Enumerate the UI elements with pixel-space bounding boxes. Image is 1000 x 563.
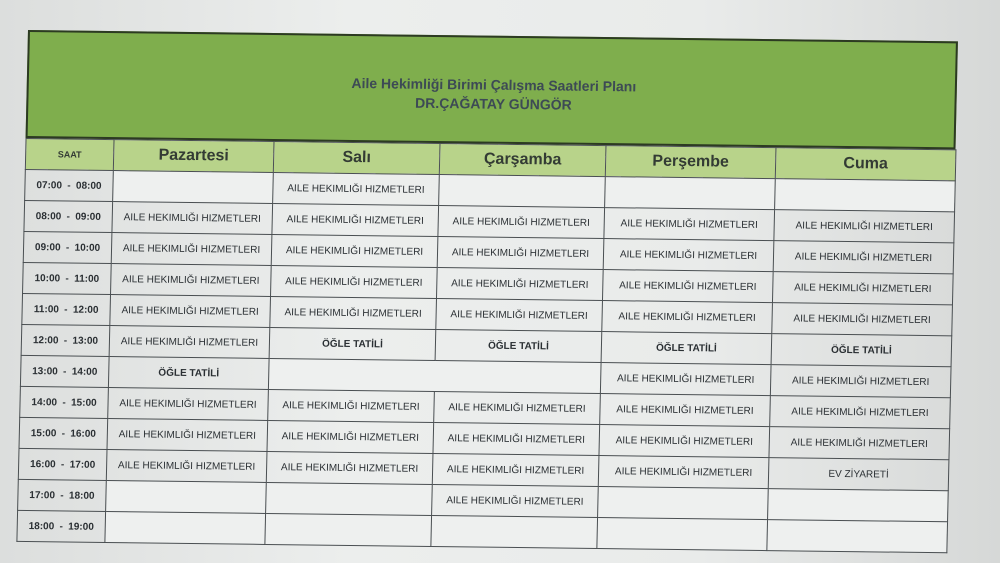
schedule-cell: AILE HEKIMLIĞI HIZMETLERI bbox=[438, 206, 605, 239]
schedule-cell: AILE HEKIMLIĞI HIZMETLERI bbox=[773, 241, 954, 274]
doctor-name: DR.ÇAĞATAY GÜNGÖR bbox=[414, 94, 572, 113]
schedule-cell: AILE HEKIMLIĞI HIZMETLERI bbox=[437, 237, 604, 270]
day-header-thursday: Perşembe bbox=[605, 146, 776, 179]
schedule-cell bbox=[431, 515, 598, 548]
schedule-cell: AILE HEKIMLIĞI HIZMETLERI bbox=[110, 295, 271, 328]
schedule-cell: AILE HEKIMLIĞI HIZMETLERI bbox=[433, 422, 600, 455]
schedule-cell: AILE HEKIMLIĞI HIZMETLERI bbox=[268, 389, 435, 422]
schedule-cell: AILE HEKIMLIĞI HIZMETLERI bbox=[432, 484, 599, 517]
lunch-cell: ÖĞLE TATİLİ bbox=[435, 330, 602, 363]
schedule-cell bbox=[775, 179, 956, 212]
lunch-cell: ÖĞLE TATİLİ bbox=[108, 357, 269, 390]
schedule-cell: AILE HEKIMLIĞI HIZMETLERI bbox=[266, 451, 433, 484]
time-cell: 17:00 - 18:00 bbox=[18, 479, 107, 511]
schedule-cell: AILE HEKIMLIĞI HIZMETLERI bbox=[598, 456, 769, 489]
schedule-cell: AILE HEKIMLIĞI HIZMETLERI bbox=[106, 449, 267, 482]
title-banner bbox=[26, 30, 958, 149]
schedule-cell: AILE HEKIMLIĞI HIZMETLERI bbox=[603, 239, 774, 272]
time-cell: 14:00 - 15:00 bbox=[20, 386, 109, 418]
time-cell: 07:00 - 08:00 bbox=[25, 169, 114, 201]
schedule-cell: AILE HEKIMLIĞI HIZMETLERI bbox=[604, 208, 775, 241]
schedule-title: Aile Hekimliği Birimi Çalışma Saatleri Planı bbox=[351, 74, 637, 95]
schedule-cell bbox=[768, 489, 949, 522]
lunch-cell: ÖĞLE TATİLİ bbox=[269, 327, 436, 360]
schedule-cell: AILE HEKIMLIĞI HIZMETLERI bbox=[770, 396, 951, 429]
schedule-cell bbox=[597, 517, 768, 550]
day-header-tuesday: Salı bbox=[273, 142, 440, 175]
saat-header: SAAT bbox=[25, 138, 114, 170]
schedule-cell: AILE HEKIMLIĞI HIZMETLERI bbox=[111, 233, 272, 266]
schedule-cell: AILE HEKIMLIĞI HIZMETLERI bbox=[272, 204, 439, 237]
day-header-wednesday: Çarşamba bbox=[439, 144, 606, 177]
schedule-cell: AILE HEKIMLIĞI HIZMETLERI bbox=[772, 303, 953, 336]
schedule-cell: AILE HEKIMLIĞI HIZMETLERI bbox=[436, 268, 603, 301]
schedule-cell bbox=[598, 487, 769, 520]
time-cell: 09:00 - 10:00 bbox=[23, 231, 112, 263]
schedule-cell bbox=[106, 480, 267, 513]
time-cell: 12:00 - 13:00 bbox=[21, 324, 110, 356]
schedule-cell: AILE HEKIMLIĞI HIZMETLERI bbox=[600, 363, 771, 396]
schedule-cell: AILE HEKIMLIĞI HIZMETLERI bbox=[107, 419, 268, 452]
schedule-cell bbox=[105, 511, 266, 544]
schedule-cell: AILE HEKIMLIĞI HIZMETLERI bbox=[772, 272, 953, 305]
schedule-cell bbox=[605, 177, 776, 210]
time-cell: 18:00 - 19:00 bbox=[17, 510, 106, 542]
schedule-cell: AILE HEKIMLIĞI HIZMETLERI bbox=[600, 394, 771, 427]
time-cell: 16:00 - 17:00 bbox=[18, 448, 107, 480]
schedule-cell: AILE HEKIMLIĞI HIZMETLERI bbox=[436, 299, 603, 332]
schedule-cell bbox=[265, 513, 432, 546]
title-block bbox=[28, 70, 959, 119]
schedule-cell: AILE HEKIMLIĞI HIZMETLERI bbox=[273, 173, 440, 206]
schedule-cell bbox=[767, 520, 948, 553]
schedule-cell: AILE HEKIMLIĞI HIZMETLERI bbox=[271, 265, 438, 298]
schedule-cell: AILE HEKIMLIĞI HIZMETLERI bbox=[270, 296, 437, 329]
schedule-cell: AILE HEKIMLIĞI HIZMETLERI bbox=[267, 420, 434, 453]
schedule-cell: AILE HEKIMLIĞI HIZMETLERI bbox=[602, 270, 773, 303]
time-cell: 13:00 - 14:00 bbox=[20, 355, 109, 387]
schedule-cell: AILE HEKIMLIĞI HIZMETLERI bbox=[271, 234, 438, 267]
schedule-cell: AILE HEKIMLIĞI HIZMETLERI bbox=[774, 210, 955, 243]
schedule-cell bbox=[439, 175, 606, 208]
lunch-cell: ÖĞLE TATİLİ bbox=[771, 334, 952, 367]
schedule-cell: AILE HEKIMLIĞI HIZMETLERI bbox=[109, 326, 270, 359]
schedule-cell: AILE HEKIMLIĞI HIZMETLERI bbox=[602, 301, 773, 334]
schedule-table bbox=[16, 138, 956, 553]
schedule-cell bbox=[268, 358, 601, 393]
schedule-sheet bbox=[16, 30, 958, 553]
schedule-cell bbox=[266, 482, 433, 515]
time-cell: 11:00 - 12:00 bbox=[22, 293, 111, 325]
schedule-cell: AILE HEKIMLIĞI HIZMETLERI bbox=[432, 453, 599, 486]
time-cell: 08:00 - 09:00 bbox=[24, 200, 113, 232]
schedule-cell: AILE HEKIMLIĞI HIZMETLERI bbox=[769, 427, 950, 460]
schedule-cell: AILE HEKIMLIĞI HIZMETLERI bbox=[112, 202, 273, 235]
day-header-monday: Pazartesi bbox=[113, 140, 274, 173]
home-visit-cell: EV ZİYARETİ bbox=[768, 458, 949, 491]
schedule-cell: AILE HEKIMLIĞI HIZMETLERI bbox=[434, 391, 601, 424]
day-header-friday: Cuma bbox=[775, 148, 956, 181]
lunch-cell: ÖĞLE TATİLİ bbox=[601, 332, 772, 365]
schedule-cell: AILE HEKIMLIĞI HIZMETLERI bbox=[599, 425, 770, 458]
schedule-cell: AILE HEKIMLIĞI HIZMETLERI bbox=[108, 388, 269, 421]
time-cell: 15:00 - 16:00 bbox=[19, 417, 108, 449]
schedule-cell: AILE HEKIMLIĞI HIZMETLERI bbox=[111, 264, 272, 297]
time-cell: 10:00 - 11:00 bbox=[23, 262, 112, 294]
schedule-cell: AILE HEKIMLIĞI HIZMETLERI bbox=[770, 365, 951, 398]
schedule-cell bbox=[113, 171, 274, 204]
